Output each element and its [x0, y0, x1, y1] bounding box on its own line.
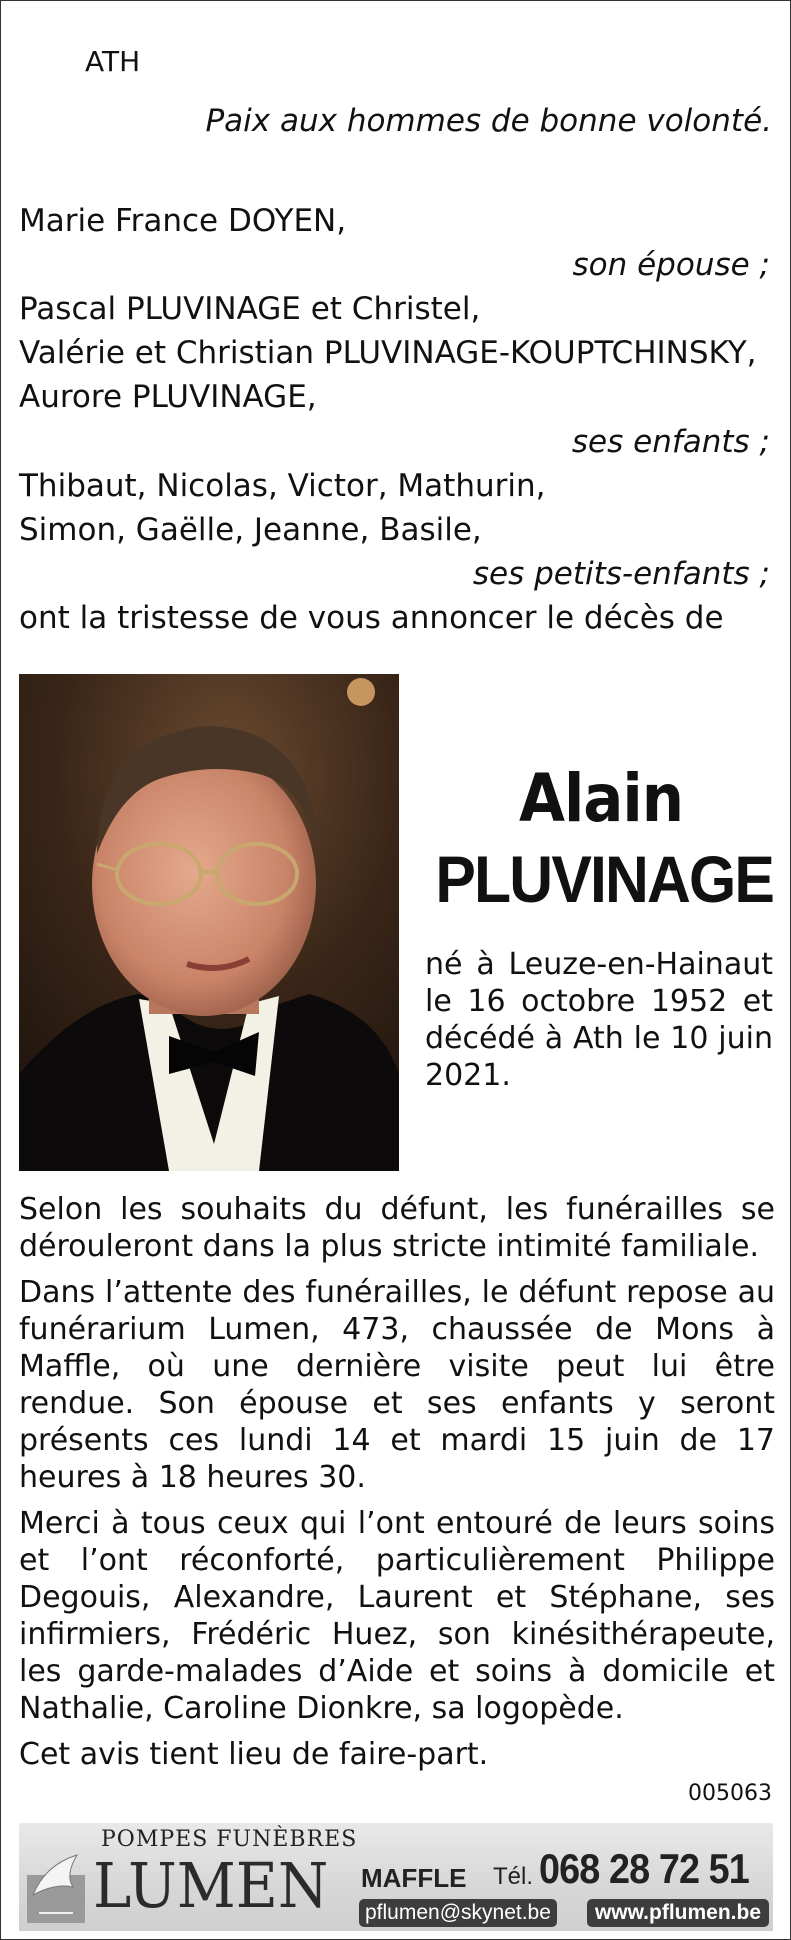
website-address: www.pflumen.be: [587, 1899, 769, 1927]
funeral-home-banner: [19, 1823, 773, 1931]
city-heading: ATH: [85, 45, 141, 78]
body-text: [19, 1191, 775, 1782]
telephone-label: Tél.: [493, 1863, 534, 1890]
deceased-last-name: PLUVINAGE: [435, 842, 774, 916]
children-role: ses enfants ;: [571, 424, 770, 460]
grandchild-line: Simon, Gaëlle, Jeanne, Basile,: [19, 512, 482, 548]
brand-tagline: POMPES FUNÈBRES: [101, 1827, 358, 1852]
portrait-illustration: [19, 674, 399, 1171]
telephone-number: 068 28 72 51: [539, 1845, 749, 1892]
body-paragraph: Selon les souhaits du défunt, les funérailles se dérouleront dans la plus stricte intimité familiale.: [19, 1192, 775, 1264]
grandchild-line: Thibaut, Nicolas, Victor, Mathurin,: [19, 468, 546, 504]
reference-number: 005063: [688, 1781, 772, 1806]
brand-name: LUMEN: [93, 1849, 329, 1922]
funeral-home-town: MAFFLE: [361, 1863, 467, 1893]
body-paragraph: Cet avis tient lieu de faire-part.: [19, 1737, 489, 1772]
spouse-line: Marie France DOYEN,: [19, 203, 347, 239]
child-line: Pascal PLUVINAGE et Christel,: [19, 291, 481, 327]
deceased-first-name: Alain: [519, 760, 683, 837]
motto: Paix aux hommes de bonne volonté.: [205, 103, 772, 139]
announcement-line: ont la tristesse de vous annoncer le décès de: [19, 600, 724, 636]
dove-logo-icon: [25, 1835, 87, 1925]
portrait-photo: [19, 674, 399, 1171]
body-paragraph: Dans l’attente des funérailles, le défunt repose au funérarium Lumen, 473, chaussée de Mons à Maffle, où une dernière visite peut lui être rendue. Son épouse et ses enfants y seront présents ces lundi 14 et mardi 15 juin de 17 heures à 18 heures 30.: [19, 1275, 775, 1495]
body-paragraph: Merci à tous ceux qui l’ont entouré de leurs soins et l’ont réconforté, particulièrement Philippe Degouis, Alexandre, Laurent et Stéphane, ses infirmiers, Frédéric Huez, son kinésithérapeute, les garde-malades d’Aide et soins à domicile et Nathalie, Caroline Dionkre, sa logopède.: [19, 1506, 775, 1726]
grandchildren-role: ses petits-enfants ;: [472, 556, 770, 592]
birth-death-info: né à Leuze-en-Hainaut le 16 octobre 1952 et décédé à Ath le 10 juin 2021.: [425, 947, 773, 1093]
email-address: pflumen@skynet.be: [359, 1899, 557, 1927]
child-line: Valérie et Christian PLUVINAGE-KOUPTCHINSKY,: [19, 335, 757, 371]
spouse-role: son épouse ;: [572, 247, 770, 283]
child-line: Aurore PLUVINAGE,: [19, 379, 317, 415]
